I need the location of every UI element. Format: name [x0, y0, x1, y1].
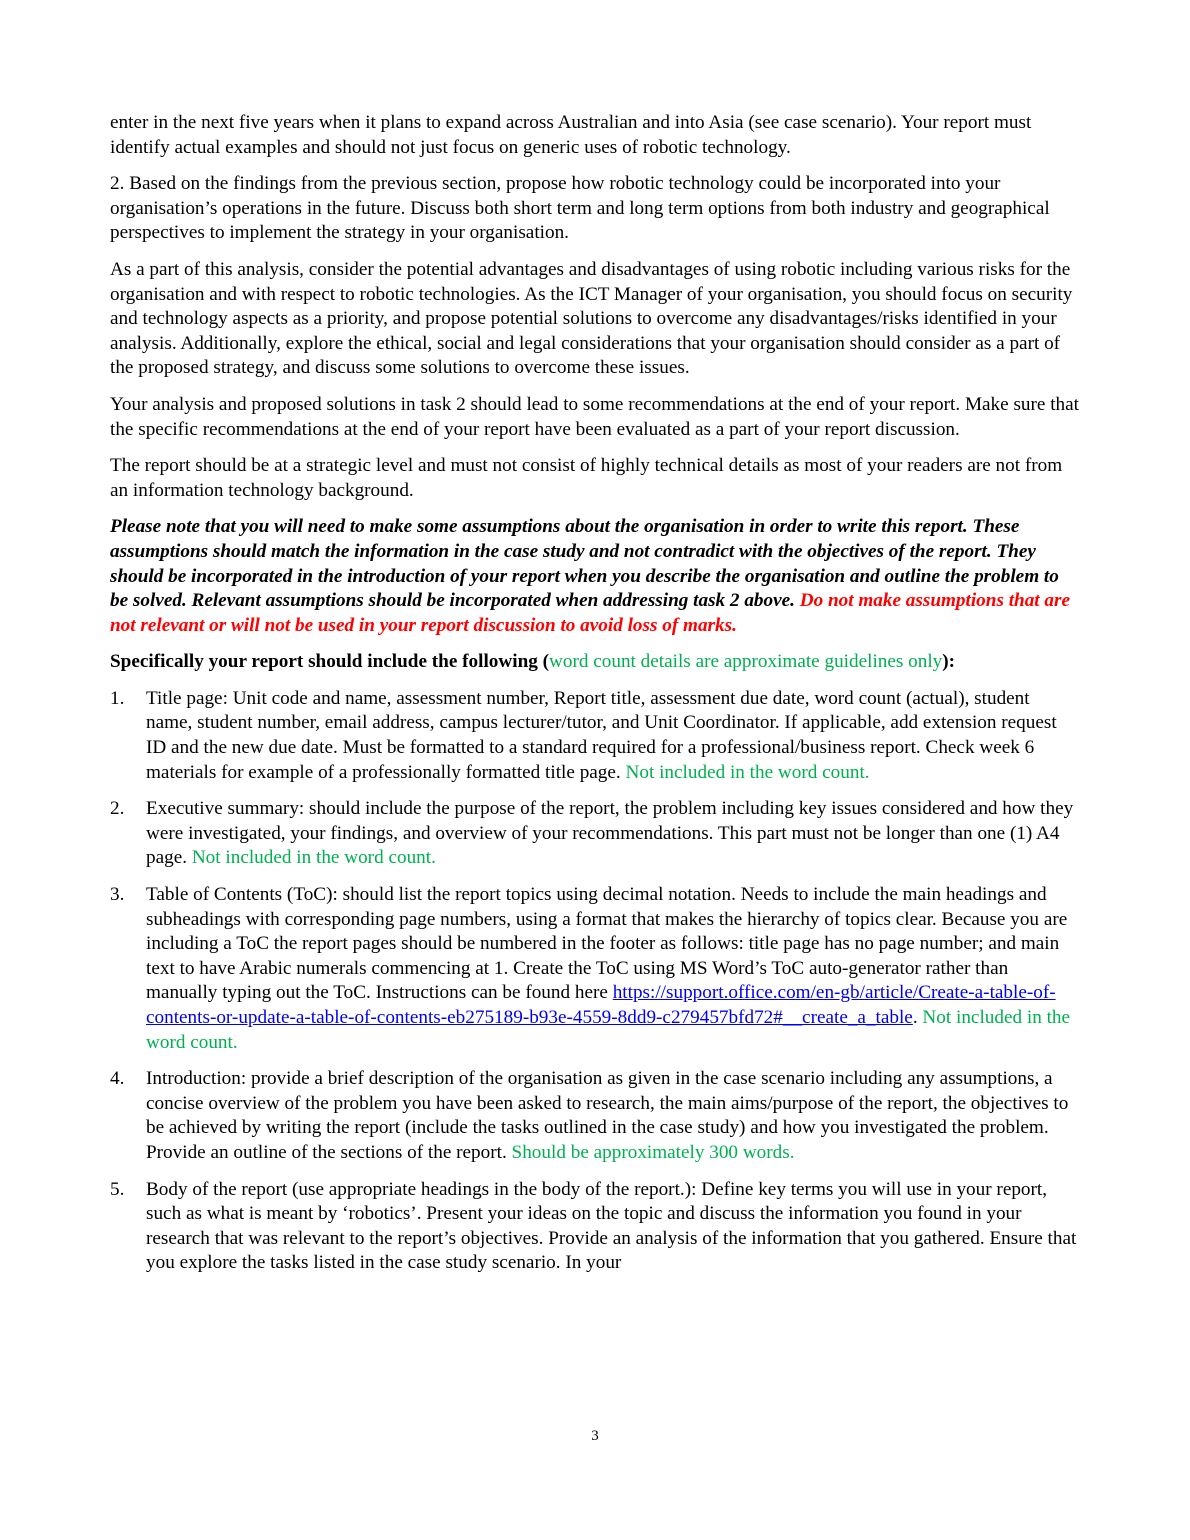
assumptions-note — [110, 515, 1080, 638]
list-item-table-of-contents — [110, 883, 1080, 1055]
word-count-note: Not included in the word count. — [625, 761, 870, 783]
word-count-note: Not included in the word count. — [191, 847, 436, 869]
assumptions-warning: Do not make assumptions that are not relevant or will not be used in your report discussion to avoid loss of marks. — [110, 590, 1071, 636]
document-page — [110, 111, 1080, 1288]
requirements-list — [110, 687, 1080, 1276]
include-heading — [110, 650, 1080, 675]
word-count-guideline: word count details are approximate guidelines only — [549, 651, 943, 673]
list-number: 1. — [110, 687, 125, 709]
list-item-title-page — [110, 687, 1080, 785]
list-item-text: Title page: Unit code and name, assessment number, Report title, assessment due date, word count (actual), student name, student number, email address, campus lecturer/tutor, and Unit Coordinator. If applicable, add extension request ID and the new due date. Must be formatted to a standard required for a professional/business report. Check week 6 materials for example of a professionally formatted title page. — [146, 687, 1057, 783]
list-item-executive-summary — [110, 797, 1080, 871]
toc-instructions-link[interactable]: https://support.office.com/en-gb/article/Create-a-table-of-contents-or-update-a-table-of-contents-eb275189-b93e-4559-8dd9-c279457bfd72#__create_a_table — [146, 982, 1056, 1028]
list-number: 3. — [110, 884, 125, 906]
paragraph-task-2: 2. Based on the findings from the previous section, propose how robotic technology could be incorporated into your organisation’s operations in the future. Discuss both short term and long term options from both industry and geographical perspectives to implement the strategy in your organisation. — [110, 173, 1050, 244]
list-item-introduction — [110, 1067, 1080, 1165]
word-count-note: Should be approximately 300 words. — [511, 1141, 795, 1163]
assumptions-note-text: Please note that you will need to make some assumptions about the organisation in order to write this report. These assumptions should match the information in the case study and not contradict with the objectives of the report. They should be incorporated in the introduction of your report when you describe the organisation and outline the problem to be solved — [110, 516, 1059, 612]
list-item-body — [110, 1178, 1080, 1276]
list-number: 2. — [110, 798, 125, 820]
link-period: . — [912, 1007, 918, 1028]
word-count-note: Not included in the word count. — [146, 1007, 1071, 1053]
include-heading-lead: Specifically your report should include the following ( — [110, 651, 550, 673]
page-number: 3 — [591, 1428, 599, 1444]
paragraph-analysis: As a part of this analysis, consider the potential advantages and disadvantages of using robotic including various risks for the organisation and with respect to robotic technologies. As the ICT Manager of your organisation, you should focus on security and technology aspects as a priority, and propose potential solutions to overcome any disadvantages/risks identified in your analysis. Additionally, explore the ethical, social and legal considerations that your organisation should consider as a part of the proposed strategy, and discuss some solutions to overcome these issues. — [110, 258, 1073, 379]
list-item-text: Body of the report (use appropriate headings in the body of the report.): Define key terms you will use in your report, such as what is meant by ‘robotics’. Present your ideas on the topic and discuss the information you found in your research that was relevant to the report’s objectives. Provide an analysis of the information that you gathered. Ensure that you explore the tasks listed in the case study scenario. In your — [146, 1178, 1077, 1274]
list-number: 4. — [110, 1068, 125, 1090]
list-number: 5. — [110, 1178, 125, 1200]
paragraph-recommendations: Your analysis and proposed solutions in task 2 should lead to some recommendations at the end of your report. Make sure that the specific recommendations at the end of your report have been evaluated as a part of your report discussion. — [110, 393, 1079, 440]
list-item-text: Executive summary: should include the purpose of the report, the problem including key issues considered and how they were investigated, your findings, and overview of your recommendations. This part must not be longer than one (1) A4 page. — [146, 798, 1074, 869]
list-item-text: Table of Contents (ToC): should list the report topics using decimal notation. Needs to include the main headings and subheadings with corresponding page numbers, using a format that makes the hierarchy of topics clear. Because you are including a ToC the report pages should be numbered in the footer as follows: title page has no page number; and main text to have Arabic numerals commencing at 1. Create the ToC using MS Word’s ToC auto-generator rather than manually typing out the ToC. Instructions can be found here — [146, 884, 1068, 1004]
assumptions-note-text-2: . Relevant assumptions should be incorporated when addressing task 2 above. — [181, 590, 800, 612]
paragraph-continuation: enter in the next five years when it plans to expand across Australian and into Asia (see case scenario). Your report must identify actual examples and should not just focus on generic uses of robotic technology. — [110, 112, 1032, 158]
list-item-text: Introduction: provide a brief description of the organisation as given in the case scenario including any assumptions, a concise overview of the problem you have been asked to research, the main aims/purpose of the report, the objectives to be achieved by writing the report (include the tasks outlined in the case study) and how you investigated the problem. Provide an outline of the sections of the report. — [146, 1068, 1069, 1163]
include-heading-tail: ): — [942, 651, 956, 673]
paragraph-strategic-level: The report should be at a strategic level and must not consist of highly technical details as most of your readers are not from an information technology background. — [110, 455, 1063, 501]
